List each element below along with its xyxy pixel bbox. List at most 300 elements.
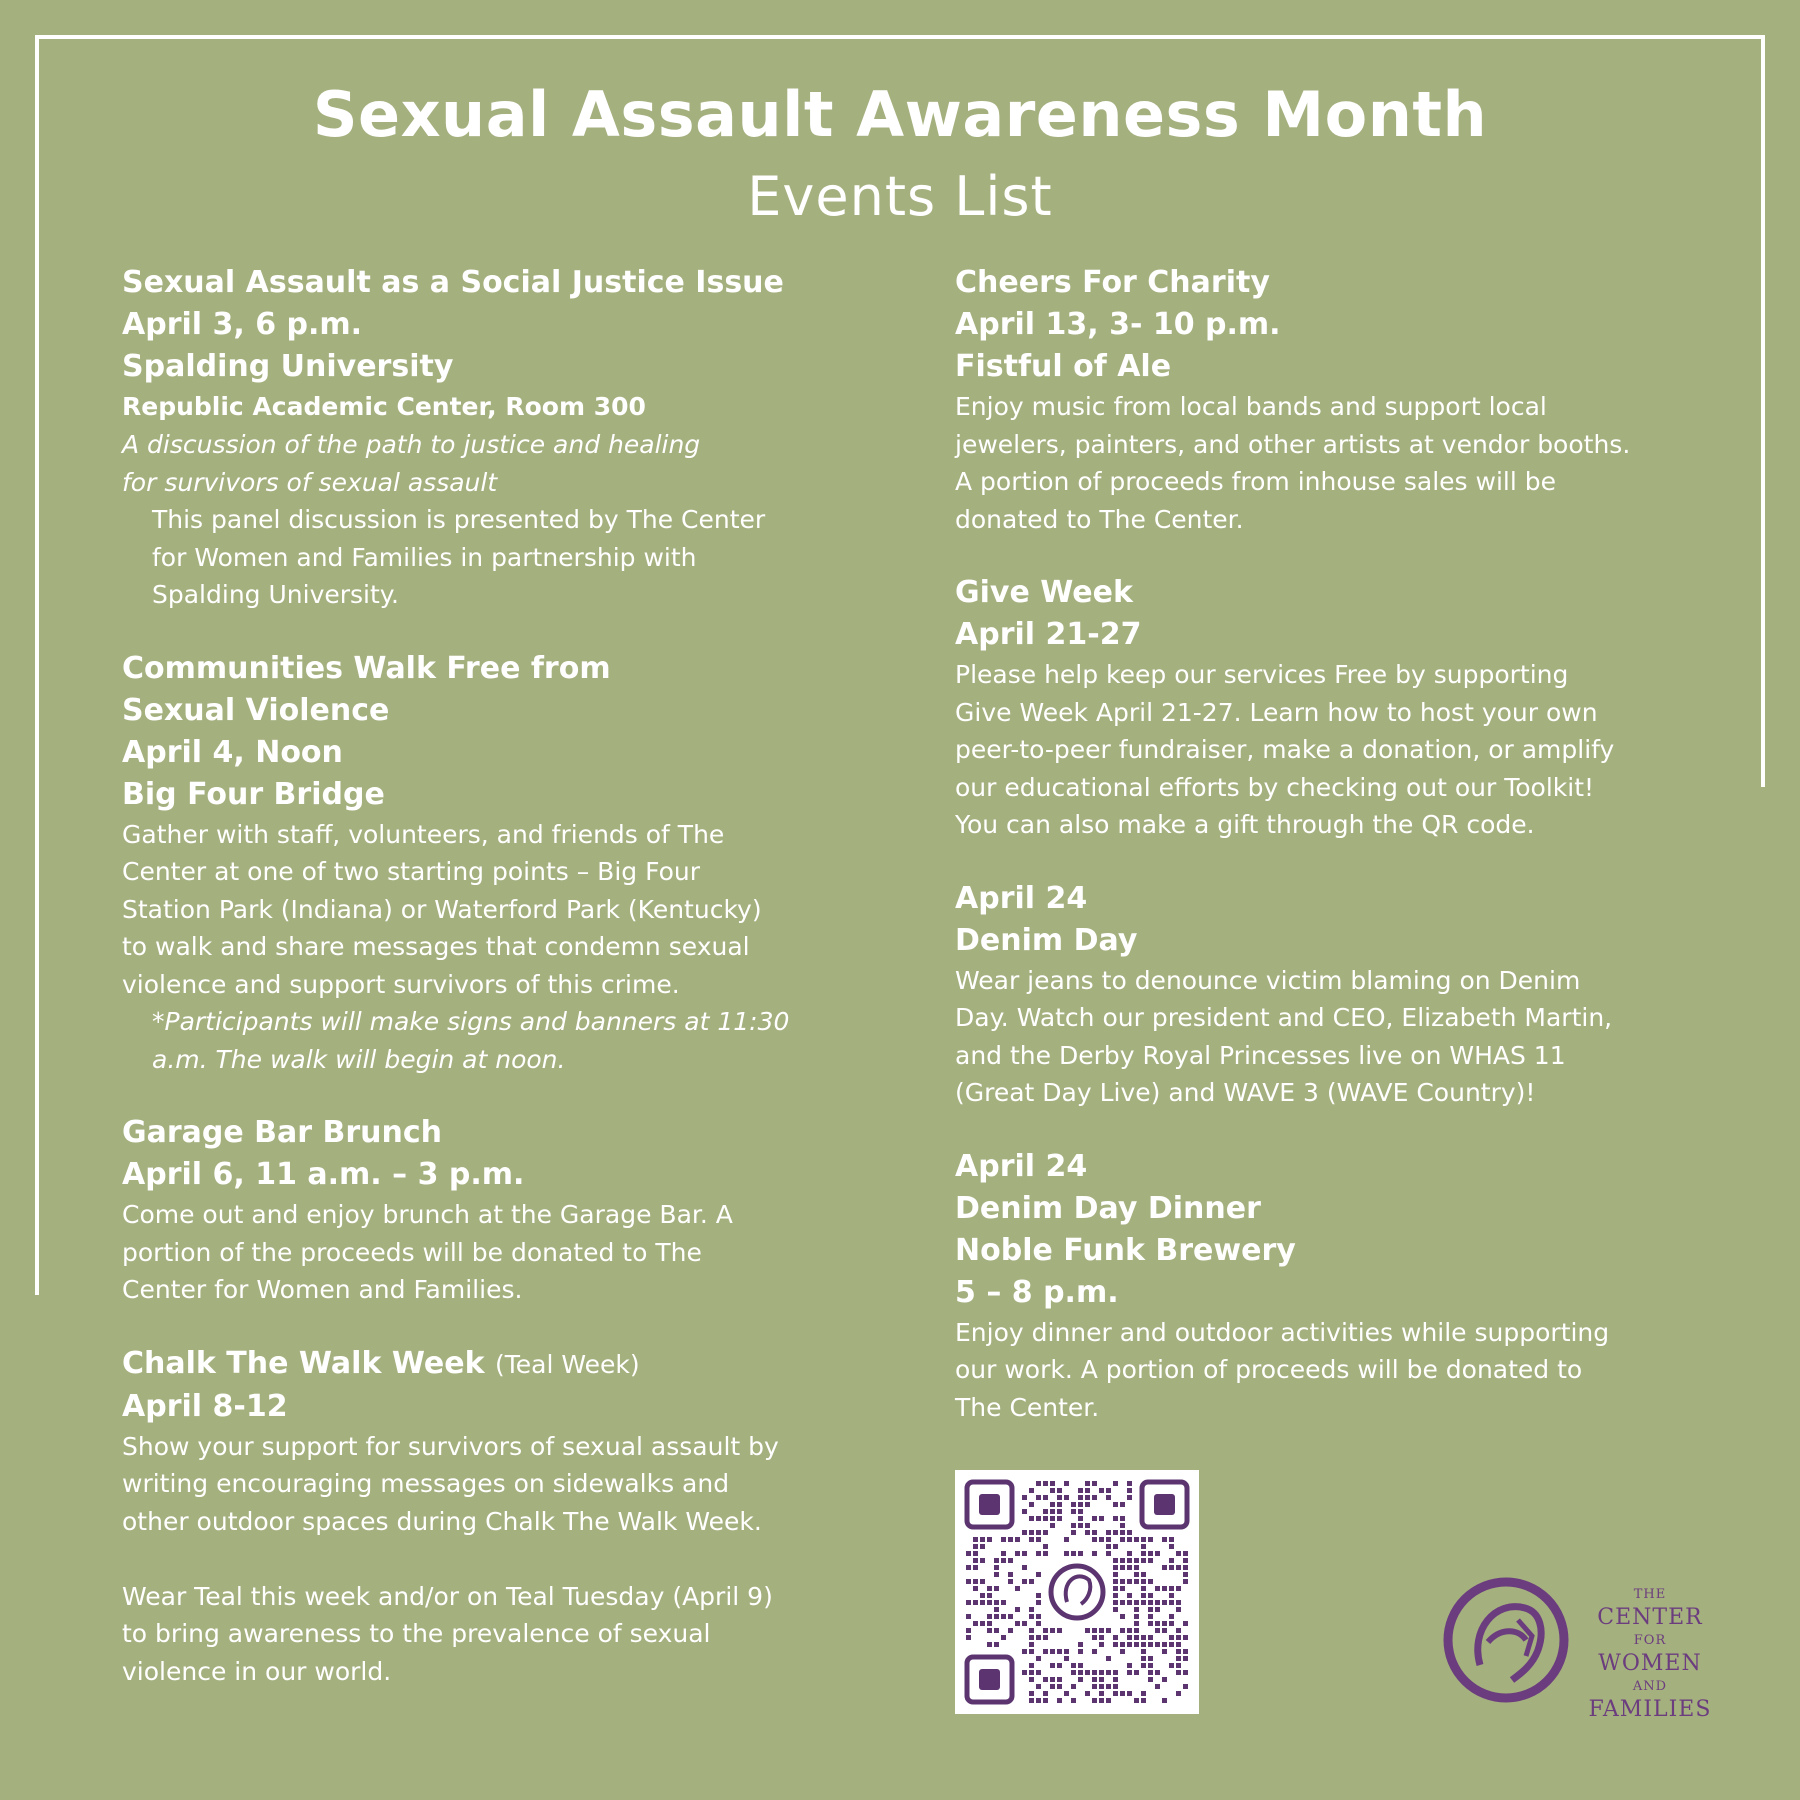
qr-module	[973, 1586, 978, 1591]
qr-module	[1043, 1628, 1048, 1633]
qr-module	[1127, 1635, 1132, 1640]
qr-module	[1050, 1502, 1055, 1507]
event-description: Enjoy dinner and outdoor activities while supporting	[955, 1317, 1610, 1347]
event-description: violence and support survivors of this crime.	[122, 969, 680, 999]
qr-module	[1078, 1677, 1083, 1682]
event-tagline: for survivors of sexual assault	[122, 467, 498, 497]
event-description: donated to The Center.	[955, 504, 1244, 534]
qr-module	[1064, 1551, 1069, 1556]
page-title: Sexual Assault Awareness Month	[312, 78, 1488, 151]
event-description: The Center.	[955, 1392, 1100, 1422]
event-venue: Noble Funk Brewery	[955, 1232, 1296, 1268]
qr-module	[1148, 1635, 1153, 1640]
event-description: writing encouraging messages on sidewalks and	[122, 1469, 730, 1498]
qr-module	[1134, 1642, 1139, 1647]
qr-module	[1141, 1663, 1146, 1668]
qr-module	[1078, 1551, 1083, 1556]
qr-module	[1148, 1600, 1153, 1605]
qr-module	[1183, 1656, 1188, 1661]
qr-module	[1176, 1691, 1181, 1696]
qr-module	[1057, 1698, 1062, 1703]
qr-module	[1029, 1488, 1034, 1493]
qr-module	[1106, 1656, 1111, 1661]
event-description: Spalding University.	[152, 580, 399, 609]
qr-module	[1029, 1607, 1034, 1612]
qr-module	[1134, 1607, 1139, 1612]
qr-module	[1134, 1698, 1139, 1703]
qr-module	[1015, 1537, 1020, 1542]
qr-module	[1008, 1537, 1013, 1542]
qr-module	[1057, 1663, 1062, 1668]
qr-module	[1169, 1593, 1174, 1598]
qr-module	[1085, 1670, 1090, 1675]
qr-module	[1155, 1600, 1160, 1605]
qr-module	[1015, 1586, 1020, 1591]
qr-module	[1113, 1558, 1118, 1563]
qr-module	[1183, 1621, 1188, 1626]
qr-module	[1134, 1600, 1139, 1605]
events-left-column	[122, 262, 862, 1724]
qr-module	[1029, 1530, 1034, 1535]
qr-module	[1141, 1579, 1146, 1584]
qr-module	[1134, 1558, 1139, 1563]
qr-module	[1029, 1670, 1034, 1675]
qr-module	[1148, 1579, 1153, 1584]
qr-module	[1113, 1607, 1118, 1612]
qr-module	[1120, 1502, 1125, 1507]
qr-module	[1162, 1649, 1167, 1654]
qr-module	[1029, 1635, 1034, 1640]
event-description: other outdoor spaces during Chalk The Walk Week.	[122, 1506, 762, 1536]
qr-module	[1141, 1698, 1146, 1703]
qr-module	[1148, 1670, 1153, 1675]
qr-module	[987, 1621, 992, 1626]
qr-module	[994, 1607, 999, 1612]
qr-module	[1113, 1593, 1118, 1598]
qr-module	[1141, 1635, 1146, 1640]
qr-module	[1162, 1600, 1167, 1605]
qr-module	[1092, 1551, 1097, 1556]
qr-module	[1183, 1635, 1188, 1640]
qr-module	[1043, 1530, 1048, 1535]
qr-module	[1127, 1488, 1132, 1493]
qr-module	[1029, 1628, 1034, 1633]
qr-module	[1064, 1537, 1069, 1542]
donation-qr-code[interactable]	[955, 1470, 1199, 1714]
event-description: Wear Teal this week and/or on Teal Tuesday (April 9)	[122, 1581, 773, 1611]
qr-module	[1106, 1628, 1111, 1633]
qr-module	[1036, 1516, 1041, 1521]
event-date: April 24	[955, 880, 1088, 916]
event-venue: Fistful of Ale	[955, 349, 1172, 384]
qr-module	[1036, 1593, 1041, 1598]
event-denim-day-dinner	[955, 1146, 1695, 1427]
event-room: Republic Academic Center, Room 300	[122, 392, 646, 421]
qr-module	[1148, 1663, 1153, 1668]
qr-module	[1148, 1551, 1153, 1556]
qr-module	[1043, 1544, 1048, 1549]
qr-module	[980, 1593, 985, 1598]
qr-module	[1071, 1698, 1076, 1703]
event-communities-walk	[122, 648, 862, 1079]
qr-module	[1134, 1579, 1139, 1584]
qr-module	[1134, 1537, 1139, 1542]
qr-module	[1141, 1600, 1146, 1605]
qr-module	[1113, 1572, 1118, 1577]
qr-module	[1050, 1516, 1055, 1521]
qr-module	[1085, 1523, 1090, 1528]
qr-module	[1057, 1649, 1062, 1654]
qr-module	[1155, 1628, 1160, 1633]
qr-module	[1183, 1684, 1188, 1689]
qr-module	[1127, 1642, 1132, 1647]
qr-module	[1134, 1614, 1139, 1619]
qr-module	[1176, 1586, 1181, 1591]
event-title: Denim Day Dinner	[955, 1190, 1261, 1226]
qr-module	[1008, 1628, 1013, 1633]
event-title: Communities Walk Free from	[122, 650, 611, 686]
event-description: You can also make a gift through the QR code.	[955, 810, 1535, 839]
event-title	[122, 1343, 862, 1386]
event-title-text: Chalk The Walk Week	[122, 1345, 485, 1381]
event-description: Show your support for survivors of sexual assault by	[122, 1431, 779, 1461]
qr-module	[1113, 1677, 1118, 1682]
qr-module	[1022, 1621, 1027, 1626]
qr-module	[1029, 1614, 1034, 1619]
qr-module	[1085, 1691, 1090, 1696]
qr-module	[1176, 1607, 1181, 1612]
qr-module	[1008, 1614, 1013, 1619]
qr-module	[1134, 1635, 1139, 1640]
qr-module	[1022, 1649, 1027, 1654]
qr-module	[1071, 1509, 1076, 1514]
qr-module	[1071, 1663, 1076, 1668]
qr-module	[1050, 1663, 1055, 1668]
qr-module	[1092, 1495, 1097, 1500]
qr-module	[1113, 1642, 1118, 1647]
qr-module	[994, 1586, 999, 1591]
qr-module	[1001, 1614, 1006, 1619]
qr-module	[1134, 1565, 1139, 1570]
qr-module	[994, 1614, 999, 1619]
qr-module	[1127, 1558, 1132, 1563]
event-social-justice	[122, 262, 862, 614]
qr-module	[1001, 1551, 1006, 1556]
qr-module	[1029, 1642, 1034, 1647]
qr-module	[1183, 1565, 1188, 1570]
qr-module	[1078, 1649, 1083, 1654]
qr-module	[1106, 1544, 1111, 1549]
qr-module	[1078, 1516, 1083, 1521]
qr-module	[1127, 1530, 1132, 1535]
qr-module	[1029, 1698, 1034, 1703]
qr-module	[1064, 1691, 1069, 1696]
logo-line: FAMILIES	[1588, 1697, 1712, 1722]
event-title-suffix: (Teal Week)	[494, 1349, 640, 1379]
qr-module	[1148, 1537, 1153, 1542]
event-denim-day	[955, 878, 1695, 1112]
qr-module	[1120, 1586, 1125, 1591]
qr-module	[1071, 1670, 1076, 1675]
qr-module	[994, 1572, 999, 1577]
qr-module	[1043, 1481, 1048, 1486]
qr-module	[1015, 1607, 1020, 1612]
qr-module	[1127, 1628, 1132, 1633]
qr-module	[1036, 1481, 1041, 1486]
qr-module	[1106, 1537, 1111, 1542]
qr-module	[1085, 1628, 1090, 1633]
event-tagline: A discussion of the path to justice and healing	[122, 430, 701, 459]
qr-module	[1162, 1698, 1167, 1703]
qr-module	[1022, 1509, 1027, 1514]
qr-module	[1120, 1649, 1125, 1654]
qr-module	[973, 1565, 978, 1570]
qr-module	[1127, 1600, 1132, 1605]
qr-module	[1162, 1537, 1167, 1542]
qr-module	[1106, 1488, 1111, 1493]
event-date: April 3, 6 p.m.	[122, 307, 363, 342]
qr-module	[1001, 1635, 1006, 1640]
qr-module	[1001, 1600, 1006, 1605]
qr-module	[1106, 1495, 1111, 1500]
qr-module	[1029, 1516, 1034, 1521]
qr-module	[1141, 1551, 1146, 1556]
qr-module	[966, 1600, 971, 1605]
qr-module	[1120, 1523, 1125, 1528]
qr-module	[1120, 1530, 1125, 1535]
qr-module	[1078, 1502, 1083, 1507]
qr-module	[1169, 1586, 1174, 1591]
qr-module	[1085, 1502, 1090, 1507]
qr-module	[1113, 1586, 1118, 1591]
qr-module	[1092, 1684, 1097, 1689]
qr-module	[1036, 1572, 1041, 1577]
qr-module	[1141, 1691, 1146, 1696]
qr-module	[1141, 1537, 1146, 1542]
qr-module	[1036, 1614, 1041, 1619]
event-description: Day. Watch our president and CEO, Elizabeth Martin,	[955, 1003, 1613, 1032]
qr-module	[1141, 1642, 1146, 1647]
qr-module	[1169, 1642, 1174, 1647]
qr-module	[1036, 1621, 1041, 1626]
qr-module	[1085, 1481, 1090, 1486]
qr-module	[1092, 1670, 1097, 1675]
qr-module	[1148, 1642, 1153, 1647]
qr-module	[1169, 1558, 1174, 1563]
qr-module	[994, 1558, 999, 1563]
qr-module	[1127, 1691, 1132, 1696]
spacer	[122, 1540, 862, 1578]
qr-module	[980, 1544, 985, 1549]
qr-module	[1036, 1530, 1041, 1535]
qr-code-graphic	[955, 1470, 1199, 1714]
qr-module	[1155, 1670, 1160, 1675]
event-garage-bar-brunch	[122, 1112, 862, 1309]
qr-module	[1057, 1502, 1062, 1507]
qr-module	[1092, 1635, 1097, 1640]
logo-line: CENTER	[1597, 1605, 1703, 1630]
qr-module	[1134, 1670, 1139, 1675]
qr-module	[1050, 1523, 1055, 1528]
qr-module	[994, 1565, 999, 1570]
qr-module	[1050, 1509, 1055, 1514]
event-date: April 21-27	[955, 617, 1142, 652]
qr-module	[1057, 1509, 1062, 1514]
qr-module	[1176, 1663, 1181, 1668]
qr-module	[987, 1586, 992, 1591]
qr-module	[1043, 1495, 1048, 1500]
qr-module	[1092, 1628, 1097, 1633]
logo-line: FOR	[1633, 1633, 1667, 1648]
qr-module	[1141, 1649, 1146, 1654]
qr-module	[966, 1565, 971, 1570]
qr-module	[1106, 1670, 1111, 1675]
qr-module	[987, 1642, 992, 1647]
qr-module	[1176, 1635, 1181, 1640]
qr-module	[994, 1628, 999, 1633]
qr-module	[1071, 1551, 1076, 1556]
qr-module	[1176, 1551, 1181, 1556]
qr-module	[1092, 1481, 1097, 1486]
event-title: Give Week	[955, 575, 1133, 610]
qr-module	[980, 1537, 985, 1542]
qr-module	[973, 1579, 978, 1584]
qr-module	[1029, 1537, 1034, 1542]
event-description: Wear jeans to denounce victim blaming on Denim	[955, 965, 1581, 995]
qr-module	[1099, 1698, 1104, 1703]
qr-finder-center	[979, 1494, 1000, 1515]
qr-module	[1169, 1565, 1174, 1570]
qr-module	[1155, 1551, 1160, 1556]
qr-module	[1183, 1572, 1188, 1577]
event-date: April 8-12	[122, 1388, 288, 1424]
qr-module	[1071, 1502, 1076, 1507]
qr-module	[1022, 1551, 1027, 1556]
qr-module	[1092, 1677, 1097, 1682]
event-description: jewelers, painters, and other artists at vendor booths.	[955, 429, 1631, 459]
qr-module	[1036, 1551, 1041, 1556]
qr-module	[1148, 1558, 1153, 1563]
qr-module	[1071, 1523, 1076, 1528]
qr-module	[1148, 1593, 1153, 1598]
event-description: (Great Day Live) and WAVE 3 (WAVE Country)!	[955, 1078, 1536, 1107]
qr-module	[1099, 1691, 1104, 1696]
qr-module	[1029, 1579, 1034, 1584]
qr-module	[1036, 1537, 1041, 1542]
qr-module	[1106, 1530, 1111, 1535]
event-description: A portion of proceeds from inhouse sales will be	[955, 467, 1556, 496]
qr-module	[980, 1621, 985, 1626]
qr-module	[1120, 1628, 1125, 1633]
qr-module	[1099, 1642, 1104, 1647]
qr-module	[1015, 1551, 1020, 1556]
page-subtitle: Events List	[747, 165, 1053, 228]
qr-module	[1106, 1698, 1111, 1703]
qr-module	[1183, 1649, 1188, 1654]
qr-module	[987, 1628, 992, 1633]
qr-module	[1078, 1663, 1083, 1668]
logo-line: WOMEN	[1598, 1651, 1702, 1676]
qr-module	[1183, 1670, 1188, 1675]
qr-module	[973, 1558, 978, 1563]
qr-module	[980, 1600, 985, 1605]
qr-module	[994, 1642, 999, 1647]
qr-module	[1043, 1677, 1048, 1682]
qr-module	[1141, 1544, 1146, 1549]
qr-module	[1050, 1677, 1055, 1682]
qr-module	[987, 1593, 992, 1598]
qr-module	[1141, 1586, 1146, 1591]
qr-module	[1043, 1551, 1048, 1556]
qr-module	[1176, 1628, 1181, 1633]
event-description: Come out and enjoy brunch at the Garage Bar. A	[122, 1200, 733, 1229]
event-description: for Women and Families in partnership with	[152, 542, 697, 572]
qr-module	[1162, 1621, 1167, 1626]
qr-module	[1029, 1502, 1034, 1507]
qr-module	[1113, 1565, 1118, 1570]
qr-module	[1127, 1537, 1132, 1542]
qr-module	[1099, 1537, 1104, 1542]
qr-module	[1078, 1642, 1083, 1647]
event-venue: Spalding University	[122, 349, 454, 384]
qr-module	[1092, 1516, 1097, 1521]
event-description: violence in our world.	[122, 1656, 392, 1686]
qr-module	[1022, 1495, 1027, 1500]
event-note: a.m. The walk will begin at noon.	[152, 1044, 566, 1074]
qr-finder-center	[979, 1669, 1000, 1690]
event-date: April 6, 11 a.m. – 3 p.m.	[122, 1157, 525, 1192]
event-title: Garage Bar Brunch	[122, 1115, 443, 1150]
qr-module	[1057, 1516, 1062, 1521]
qr-module	[1029, 1663, 1034, 1668]
qr-module	[1127, 1495, 1132, 1500]
event-note: *Participants will make signs and banners at 11:30	[152, 1007, 790, 1036]
event-title: Sexual Violence	[122, 692, 390, 728]
qr-module	[1036, 1656, 1041, 1661]
qr-module	[1120, 1516, 1125, 1521]
event-description: peer-to-peer fundraiser, make a donation, or amplify	[955, 735, 1615, 764]
qr-module	[1148, 1607, 1153, 1612]
qr-module	[987, 1600, 992, 1605]
qr-module	[1155, 1586, 1160, 1591]
qr-module	[1120, 1558, 1125, 1563]
qr-module	[1120, 1565, 1125, 1570]
qr-center-logo-icon	[1051, 1566, 1103, 1618]
qr-module	[973, 1621, 978, 1626]
qr-module	[1120, 1537, 1125, 1542]
event-title: Sexual Assault as a Social Justice Issue	[122, 265, 784, 300]
qr-module	[1085, 1495, 1090, 1500]
event-time: 5 – 8 p.m.	[955, 1274, 1119, 1310]
qr-module	[1155, 1642, 1160, 1647]
event-description: Give Week April 21-27. Learn how to host your own	[955, 697, 1598, 727]
event-description: This panel discussion is presented by The Center	[152, 505, 766, 534]
qr-module	[1155, 1684, 1160, 1689]
qr-module	[1127, 1663, 1132, 1668]
qr-module	[1078, 1670, 1083, 1675]
logo-line: AND	[1632, 1679, 1668, 1694]
qr-module	[1078, 1495, 1083, 1500]
qr-module	[1022, 1530, 1027, 1535]
event-title: Denim Day	[955, 922, 1138, 958]
event-date: April 24	[955, 1148, 1088, 1184]
qr-module	[966, 1635, 971, 1640]
event-cheers-for-charity	[955, 262, 1695, 538]
qr-module	[1036, 1635, 1041, 1640]
qr-module	[1099, 1488, 1104, 1493]
qr-module	[1036, 1684, 1041, 1689]
qr-module	[1001, 1537, 1006, 1542]
